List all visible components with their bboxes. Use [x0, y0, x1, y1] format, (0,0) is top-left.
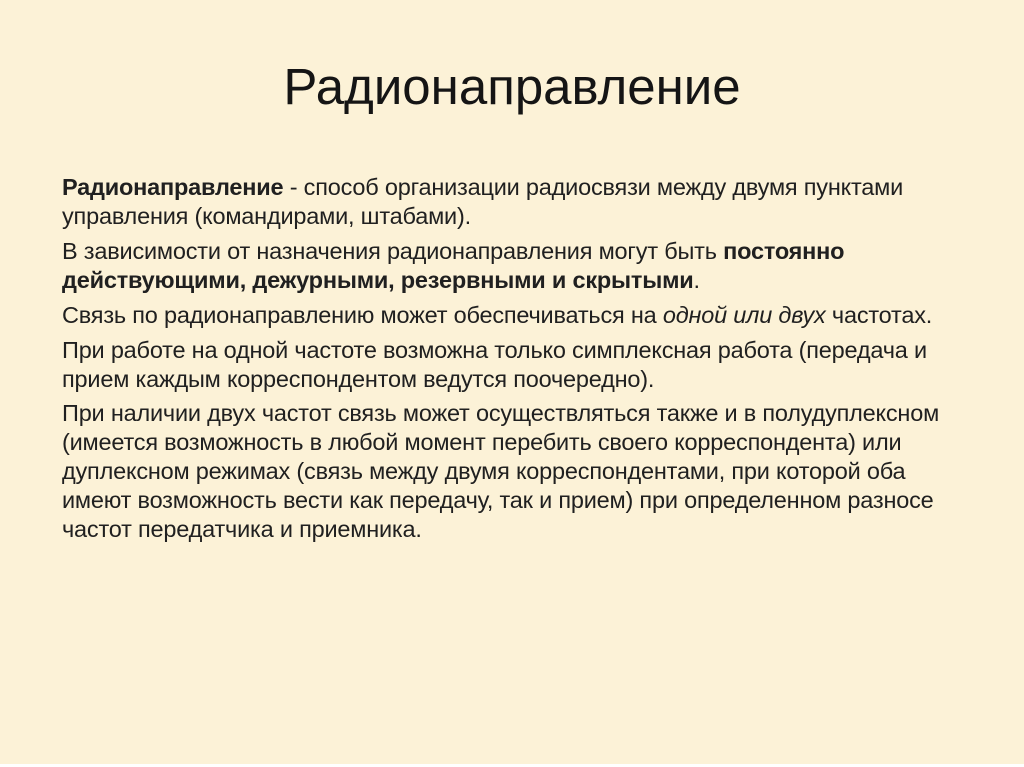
paragraph	[62, 399, 954, 543]
paragraph	[62, 301, 954, 330]
slide-body	[62, 173, 954, 544]
paragraph	[62, 237, 954, 295]
text-run: частотах.	[825, 301, 933, 328]
slide-title: Радионаправление	[283, 58, 741, 115]
text-run: - способ организации радиосвязи между двумя пунктами управления (командирами, штабами).	[62, 174, 904, 230]
text-run: постоянно действующими, дежурными, резервными и скрытыми	[62, 237, 845, 293]
text-run: Связь по радионаправлению может обеспечиваться на	[62, 301, 663, 328]
text-run: При наличии двух частот связь может осуществляться также и в полудуплексном (имеется возможность в любой момент перебить своего корреспондента) или дуплексном режимах (связь между двумя корреспондентами, при которой оба имеют возможность вести как передачу, так и прием) при определенном разносе частот передатчика и приемника.	[62, 400, 940, 542]
text-run: В зависимости от назначения радионаправления могут быть	[62, 237, 724, 264]
text-run: При работе на одной частоте возможна только симплексная работа (передача и прием каждым корреспондентом ведутся поочередно).	[62, 336, 927, 392]
text-run: Радионаправление	[62, 174, 284, 201]
text-run: .	[693, 266, 700, 293]
text-run: одной или двух	[662, 301, 826, 328]
paragraph	[62, 336, 954, 394]
paragraph	[62, 173, 954, 231]
